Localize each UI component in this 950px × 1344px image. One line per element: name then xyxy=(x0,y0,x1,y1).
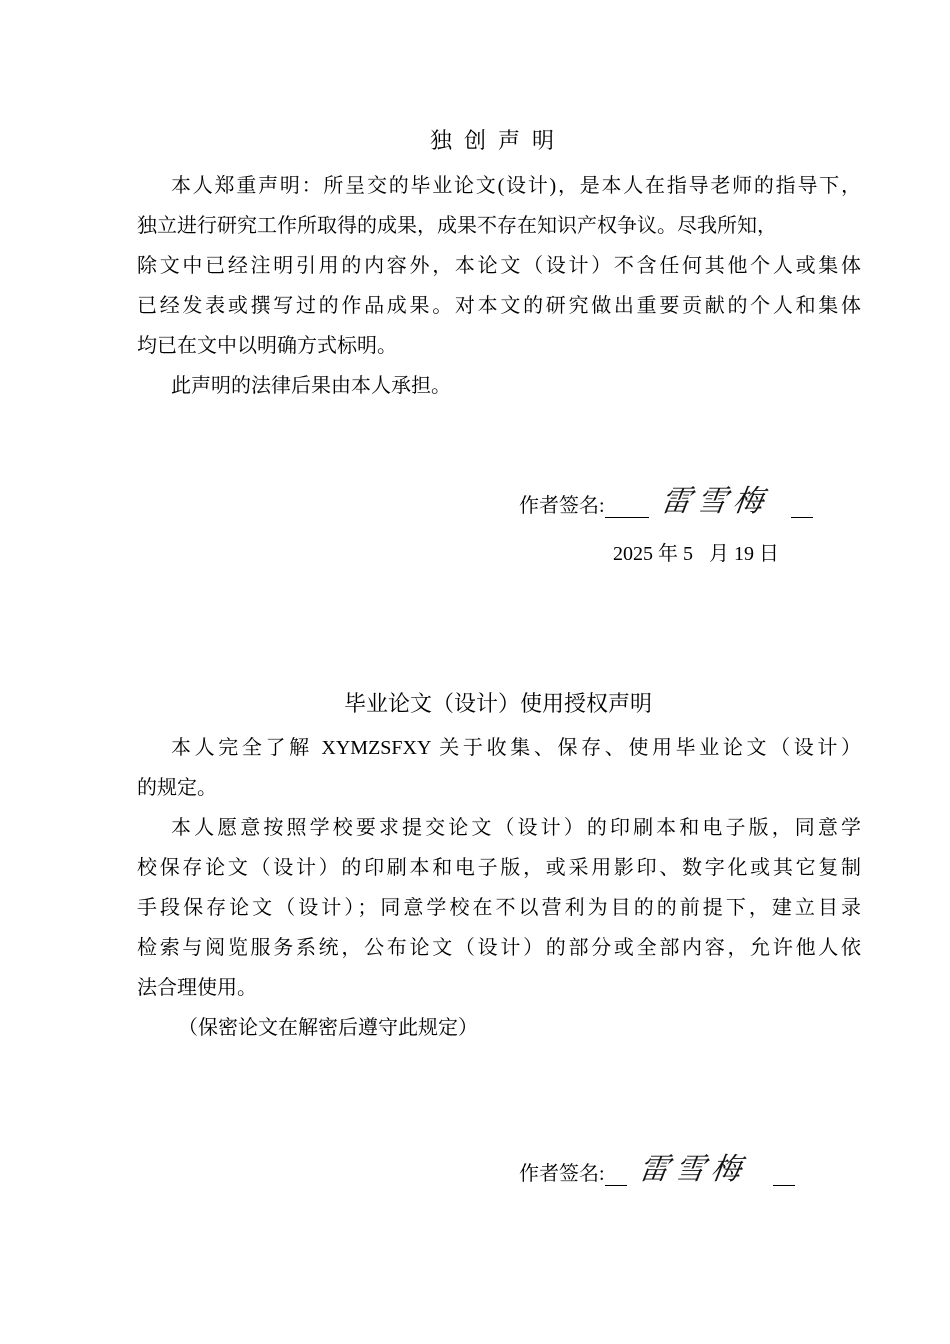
text-line: 本人完全了解 XYMZSFXY 关于收集、保存、使用毕业论文（设计） xyxy=(171,737,861,759)
text-line: 校保存论文（设计）的印刷本和电子版，或采用影印、数字化或其它复制 xyxy=(137,857,861,879)
date-day: 19 xyxy=(734,543,754,565)
date-year: 2025 xyxy=(613,543,653,565)
signature-blank-right xyxy=(773,1159,795,1186)
handwritten-signature: 雷雪梅 xyxy=(636,1152,750,1187)
signature-label: 作者签名: xyxy=(519,1163,605,1185)
text-line: 除文中已经注明引用的内容外，本论文（设计）不含任何其他个人或集体 xyxy=(137,255,861,277)
authorization-paragraph-2 xyxy=(137,808,861,1008)
date-month-unit: 月 xyxy=(709,543,729,565)
declaration-date xyxy=(613,534,779,574)
text-line: 的规定。 xyxy=(137,777,217,799)
text-line: 已经发表或撰写过的作品成果。对本文的研究做出重要贡献的个人和集体 xyxy=(137,295,861,317)
text-line: 法合理使用。 xyxy=(137,977,257,999)
handwritten-signature: 雷雪梅 xyxy=(658,484,772,519)
declaration-paragraph-2 xyxy=(137,366,861,406)
declaration-signature-line xyxy=(519,484,813,526)
date-month: 5 xyxy=(683,543,693,565)
authorization-paragraph-1 xyxy=(137,728,861,808)
authorization-signature-line xyxy=(519,1152,795,1194)
text-line: 独立进行研究工作所取得的成果，成果不存在知识产权争议。尽我所知， xyxy=(137,215,777,237)
signature-blank-right xyxy=(791,491,813,518)
date-day-unit: 日 xyxy=(759,543,779,565)
text-line: 本人愿意按照学校要求提交论文（设计）的印刷本和电子版，同意学 xyxy=(171,817,861,839)
text-line: 均已在文中以明确方式标明。 xyxy=(137,335,397,357)
date-year-unit: 年 xyxy=(658,543,678,565)
signature-blank-left xyxy=(605,1159,627,1186)
text-line: 手段保存论文（设计）；同意学校在不以营利为目的的前提下，建立目录 xyxy=(137,897,861,919)
signature-blank-left xyxy=(605,491,649,518)
declaration-paragraph-1 xyxy=(137,166,861,366)
declaration-title: 独创声明 xyxy=(429,129,566,154)
text-line: 本人郑重声明：所呈交的毕业论文(设计)，是本人在指导老师的指导下， xyxy=(171,175,861,197)
confidential-note: （保密论文在解密后遵守此规定） xyxy=(178,1017,478,1039)
authorization-title: 毕业论文（设计）使用授权声明 xyxy=(343,692,652,717)
text-line: 此声明的法律后果由本人承担。 xyxy=(171,375,451,397)
signature-label: 作者签名: xyxy=(519,495,605,517)
text-line: 检索与阅览服务系统，公布论文（设计）的部分或全部内容，允许他人依 xyxy=(137,937,861,959)
